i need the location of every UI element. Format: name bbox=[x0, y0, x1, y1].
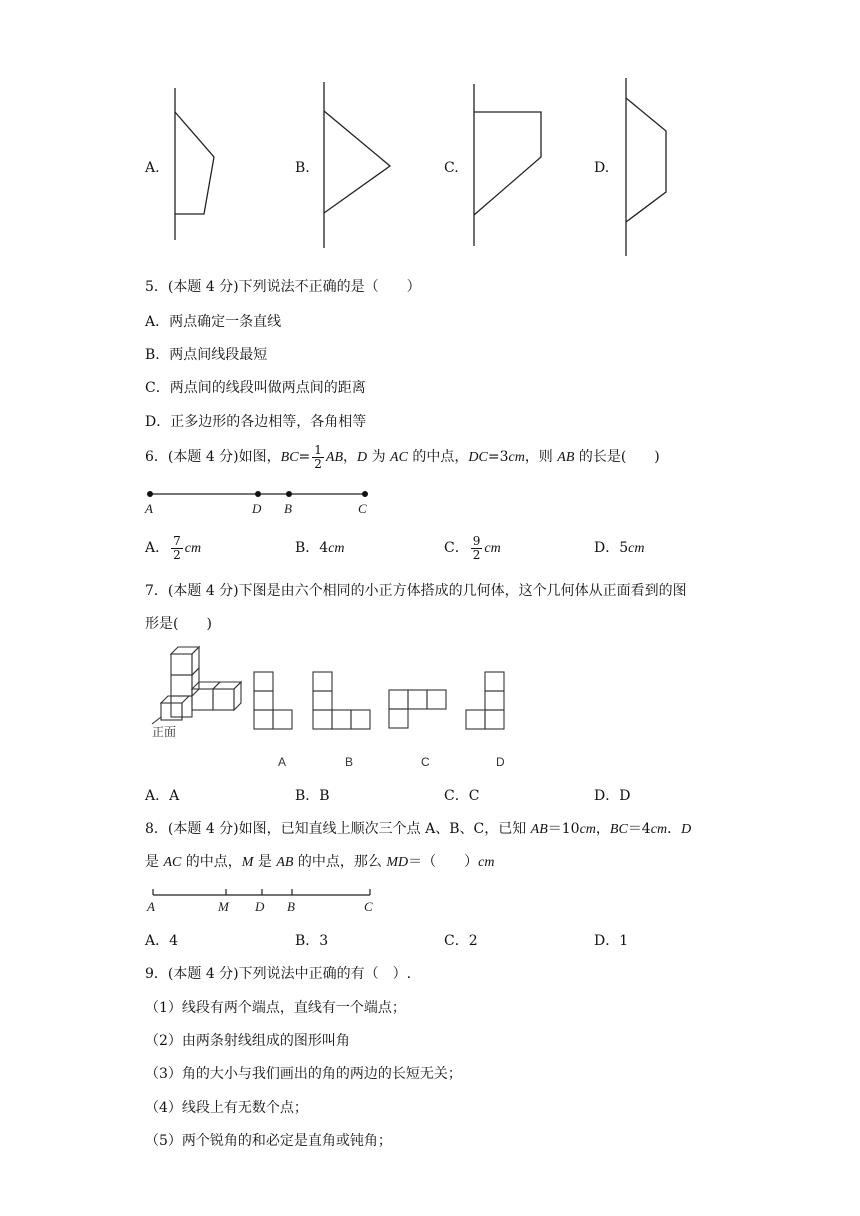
q8-label-d: D bbox=[255, 899, 265, 914]
q6-option-a: A． $\frac{7}{2}$ cm bbox=[145, 533, 202, 562]
q7-option-d: D．D bbox=[594, 788, 631, 804]
q6-label-b: B bbox=[284, 501, 292, 516]
q9-item-2: （2）由两条射线组成的图形叫角 bbox=[145, 1033, 350, 1049]
q8-label-m: M bbox=[218, 899, 229, 914]
q7-option-c: C．C bbox=[444, 788, 480, 804]
q8-label-a: A bbox=[147, 899, 155, 914]
q9-item-4: （4）线段上有无数个点； bbox=[145, 1100, 308, 1116]
q6-label-d: D bbox=[252, 501, 262, 516]
q8-option-a: A．4 bbox=[145, 933, 179, 949]
q7-option-a: A．A bbox=[145, 788, 180, 804]
q4-option-b-label: B. bbox=[295, 160, 310, 176]
q7-label-d: D bbox=[496, 755, 505, 769]
q7-stem-line2: 形是( ) bbox=[145, 616, 212, 632]
q8-label-b: B bbox=[287, 899, 295, 914]
q5-option-d: D．正多边形的各边相等，各角相等 bbox=[145, 414, 367, 430]
q6-option-c: C． $\frac{9}{2}$ cm bbox=[444, 533, 501, 562]
q9-item-3: （3）角的大小与我们画出的角的两边的长短无关； bbox=[145, 1066, 462, 1082]
q8-option-d: D．1 bbox=[594, 933, 629, 949]
q8-stem-line1: 8．(本题 4 分)如图，已知直线上顺次三个点 A、B、C，已知 AB＝10cm，BC＝4cm．D bbox=[145, 821, 692, 837]
q6-label-a: A bbox=[145, 501, 153, 516]
q9-item-5: （5）两个锐角的和必定是直角或钝角； bbox=[145, 1133, 392, 1149]
q6-label-c: C bbox=[358, 501, 367, 516]
q5-option-b: B．两点间线段最短 bbox=[145, 347, 268, 363]
q5-stem: 5．(本题 4 分)下列说法不正确的是（ ） bbox=[145, 279, 421, 295]
q8-option-b: B．3 bbox=[295, 933, 329, 949]
q6-option-b: B．4cm bbox=[295, 540, 345, 556]
q8-option-c: C．2 bbox=[444, 933, 478, 949]
q7-label-c: C bbox=[421, 755, 430, 769]
q7-label-a: A bbox=[278, 755, 287, 769]
q4-option-a-label: A. bbox=[145, 160, 160, 176]
q8-label-c: C bbox=[364, 899, 373, 914]
q4-option-c-label: C. bbox=[444, 160, 459, 176]
q9-stem: 9．(本题 4 分)下列说法中正确的有（ ）. bbox=[145, 966, 412, 982]
q7-option-b: B．B bbox=[295, 788, 330, 804]
q6-option-d: D．5cm bbox=[594, 540, 645, 556]
q7-label-b: B bbox=[345, 755, 354, 769]
q7-stem-line1: 7．(本题 4 分)下图是由六个相同的小正方体搭成的几何体，这个几何体从正面看到的图 bbox=[145, 583, 687, 599]
q5-option-a: A．两点确定一条直线 bbox=[145, 314, 282, 330]
q7-front-label: 正面 bbox=[152, 725, 177, 739]
q8-stem-line2: 是 AC 的中点，M 是 AB 的中点，那么 MD＝（ ）cm bbox=[145, 854, 495, 870]
q9-item-1: （1）线段有两个端点，直线有一个端点； bbox=[145, 1000, 406, 1016]
q6-stem: 6．(本题 4 分)如图，BC= $\frac{1}{2}$ AB，D 为 AC 的中点，DC=3cm，则 AB 的长是( ) bbox=[145, 442, 660, 471]
q6-fraction-half: $\frac{1}{2}$ bbox=[314, 442, 322, 471]
q4-option-d-label: D. bbox=[594, 160, 610, 176]
q5-option-c: C．两点间的线段叫做两点间的距离 bbox=[145, 380, 366, 396]
